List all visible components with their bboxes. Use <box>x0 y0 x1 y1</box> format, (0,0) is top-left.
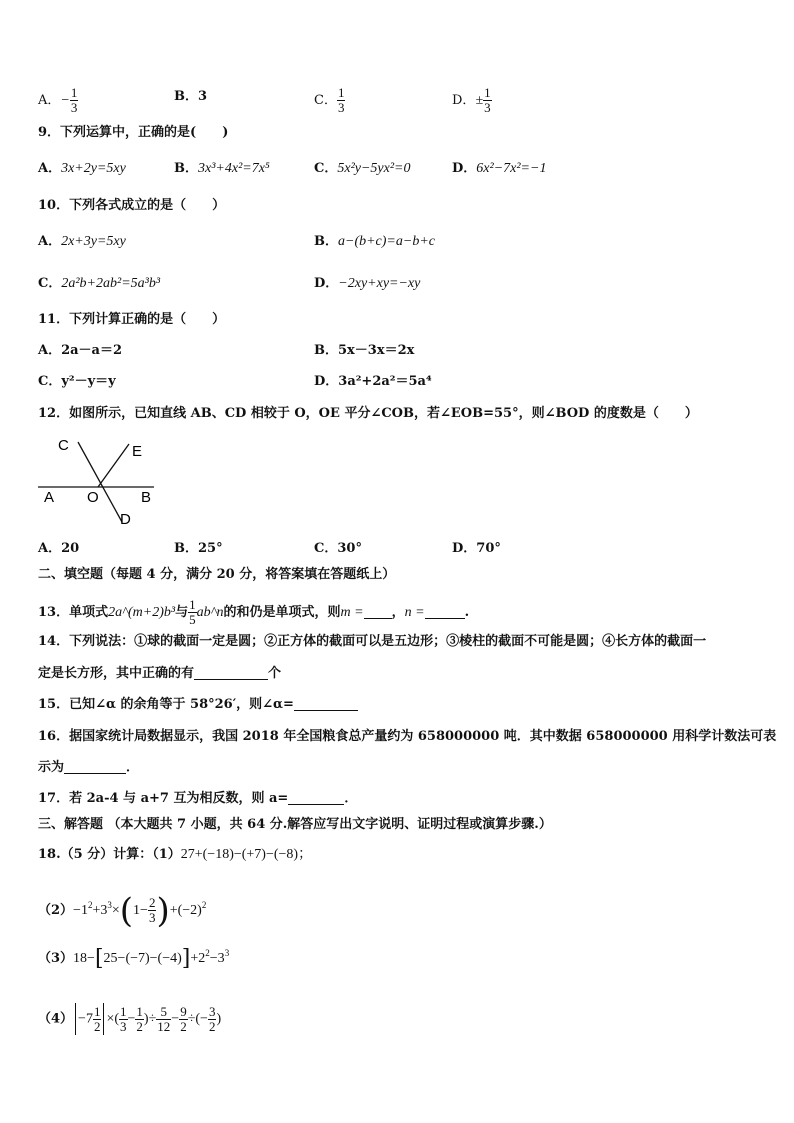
q13-term1: 2a^(m+2)b³ <box>108 605 176 620</box>
q9-option-b: B．3x³+4x²=7x⁵ <box>174 161 270 176</box>
q18-part1: 18.（5 分）计算：（1）27+(−18)−(+7)−(−8)； <box>38 847 313 862</box>
q15: 15．已知∠α 的余角等于 58°26′，则∠α= <box>38 696 358 714</box>
q12-option-b: B．25° <box>174 541 223 556</box>
q16-blank[interactable] <box>64 759 126 774</box>
q8-a-fraction: $\frac{1}{3}$ <box>70 85 78 115</box>
q14-line1: 14．下列说法：①球的截面一定是圆；②正方体的截面可以是五边形；③棱柱的截面不可能是圆；④长方体的截面一 <box>38 634 707 649</box>
q9-option-a: A．3x+2y=5xy <box>38 161 126 176</box>
q10-option-b: B．a−(b+c)=a−b+c <box>314 234 435 249</box>
q8-d-fraction: $\frac{1}{3}$ <box>484 85 491 115</box>
q11-option-c: C．y²－y＝y <box>38 374 116 389</box>
q10-option-d: D．−2xy+xy=−xy <box>314 276 421 291</box>
q15-blank[interactable] <box>294 696 358 711</box>
q16-line2: 示为 ． <box>38 760 140 775</box>
q13-term2: ab^n <box>196 605 224 620</box>
q10-stem: 10．下列各式成立的是（ ） <box>38 198 226 213</box>
q9-option-c: C．5x²y−5yx²=0 <box>314 161 411 176</box>
q13-fraction: $\frac{1}{5}$ <box>189 597 196 627</box>
q16-line1: 16．据国家统计局数据显示，我国 2018 年全国粮食总产量约为 658000000 吨．其中数据 658000000 用科学计数法可表 <box>38 729 777 744</box>
q14-line2: 定是长方形，其中正确的有 个 <box>38 666 282 681</box>
q12-stem: 12．如图所示，已知直线 AB、CD 相较于 O，OE 平分∠COB，若∠EOB=55°，则∠BOD 的度数是（ ） <box>38 406 698 421</box>
q12-figure <box>34 430 164 530</box>
q9-stem: 9．下列运算中，正确的是( ) <box>38 125 229 140</box>
q17: 17．若 2a-4 与 a+7 互为相反数，则 a= ． <box>38 791 358 806</box>
line-cd <box>78 442 122 522</box>
q10-option-c: C．2a²b+2ab²=5a³b³ <box>38 276 161 291</box>
q10-option-a: A．2x+3y=5xy <box>38 234 126 249</box>
q8-option-a: A．− $\frac{1}{3}$ <box>38 85 78 115</box>
q18-part3: $(3)18-[25-(-7)-(-4)]+2^2-3^3$ <box>38 946 230 971</box>
q11-stem: 11．下列计算正确的是（ ） <box>38 312 226 327</box>
q14-blank[interactable] <box>194 665 268 680</box>
q11-option-d: D．3a²+2a²＝5a⁴ <box>314 374 432 389</box>
q18-part4: （4） −7 $\frac{1}{2}$ ×( $\frac{1}{3}$ − $\frac{1}{2}$ )÷ $\frac{5}{12}$ − $\frac{9}{2}$ ÷(− $\frac{3}{2}$ ) <box>38 1003 222 1034</box>
label-e: E <box>132 443 143 460</box>
q12-option-c: C．30° <box>314 541 362 556</box>
q8-option-b: B．3 <box>174 89 208 104</box>
q8-option-c: C． $\frac{1}{3}$ <box>314 85 345 115</box>
q13-n-blank[interactable] <box>425 604 465 619</box>
q18-expr1: 27+(−18)−(+7)−(−8)； <box>180 847 313 862</box>
q18-part2: $(2)-1^2+3^3\times(1-$ $\frac{2}{3}$ )$+(-2)^2$ <box>38 891 207 931</box>
q12-option-a: A．20 <box>38 541 80 556</box>
ray-oe <box>98 444 129 487</box>
q8-c-fraction: $\frac{1}{3}$ <box>337 85 345 115</box>
label-c: C <box>58 437 69 454</box>
q8-option-d: D．± $\frac{1}{3}$ <box>452 85 491 115</box>
section-2-heading: 二、填空题（每题 4 分，满分 20 分，将答案填在答题纸上） <box>38 567 396 582</box>
q12-option-d: D．70° <box>452 541 501 556</box>
label-a: A <box>44 489 55 506</box>
q17-blank[interactable] <box>288 790 344 805</box>
label-b: B <box>141 489 152 506</box>
label-d: D <box>120 511 131 528</box>
q13-m-blank[interactable] <box>364 604 392 619</box>
q13: 13．单项式2a^(m+2)b³与 $\frac{1}{5}$ ab^n的和仍是单项式，则m = ，n = . <box>38 597 470 627</box>
label-o: O <box>87 489 99 506</box>
section-3-heading: 三、解答题 （本大题共 7 小题，共 64 分.解答应写出文字说明、证明过程或演算步骤.） <box>38 817 552 832</box>
q11-option-a: A．2a－a＝2 <box>38 343 123 358</box>
q9-option-d: D．6x²−7x²=−1 <box>452 161 547 176</box>
q11-option-b: B．5x－3x＝2x <box>314 343 415 358</box>
